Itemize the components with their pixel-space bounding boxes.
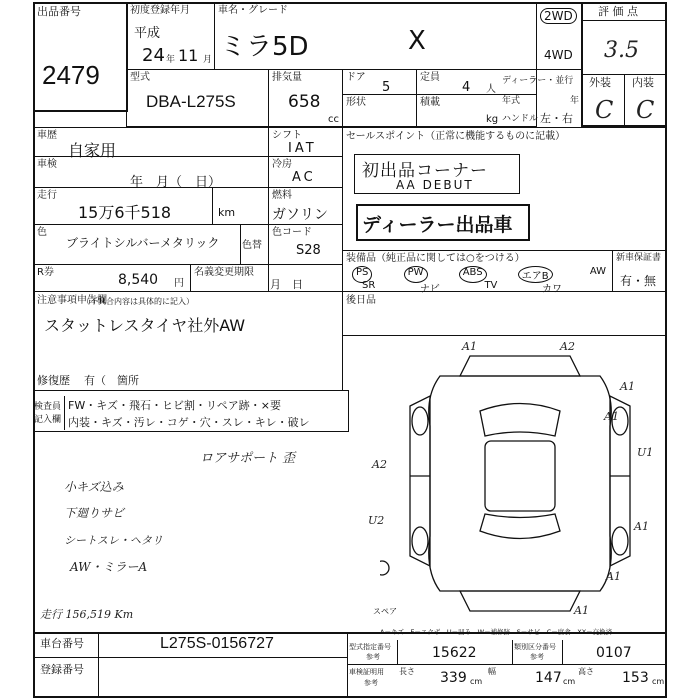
history-value: 自家用: [68, 141, 117, 160]
reg-year: 24: [142, 45, 165, 66]
model-code-label: 型式: [130, 72, 150, 83]
displacement-unit: cc: [328, 114, 339, 125]
footer-mid-line: [33, 657, 347, 658]
equip-abs: ABS: [459, 266, 487, 283]
sales-point-label: セールスポイント（正常に機能するものに記載）: [346, 131, 566, 142]
load-unit: kg: [486, 114, 499, 125]
color-code-label: 色コード: [272, 227, 312, 238]
exterior-score: C: [595, 96, 614, 124]
repair-value: 有（ 箇所: [84, 374, 139, 387]
diagram-spare-tire: [380, 561, 389, 575]
equip-navi: ナビ: [419, 284, 440, 295]
equip-tv: TV: [484, 280, 498, 291]
model-year-label: 年式: [502, 96, 521, 106]
specs-vdivider: [416, 69, 417, 127]
diagram-windshield: [480, 404, 560, 437]
repair-label: 修復歴: [37, 374, 70, 387]
equip-sr: SR: [362, 280, 376, 291]
chassis-label: 車台番号: [40, 637, 84, 650]
aircon-value: AC: [292, 170, 316, 185]
aircon-label: 冷房: [272, 159, 292, 170]
model-name: ミラ5D: [220, 32, 309, 62]
mileage-label: 走行: [37, 190, 57, 201]
reg-label: 登録番号: [40, 663, 84, 676]
damage-mark-2: A2: [560, 340, 575, 353]
model-year-mark: 年: [570, 96, 580, 106]
recolor-label: 色替: [242, 240, 262, 251]
drive-2wd-text: 2WD: [544, 9, 573, 23]
km-divider: [212, 187, 213, 224]
damage-mark-9: A1: [606, 570, 621, 583]
diagram-wheel-rl: [412, 527, 428, 555]
length-unit: cm: [470, 677, 483, 686]
hand-note-3: 下廻りサビ: [64, 506, 125, 520]
inspection-value: 年 月（ 日）: [130, 175, 222, 190]
damage-mark-6: A2: [372, 458, 387, 471]
score-value: 3.5: [604, 38, 639, 63]
damage-mark-7: U2: [368, 514, 385, 527]
interior-label: 内装: [632, 76, 654, 89]
history-label: 車歴: [37, 130, 57, 141]
category-value: 0107: [596, 645, 632, 661]
footer-label-divider: [98, 632, 99, 698]
displacement-label: 排気量: [272, 72, 302, 83]
diagram-wheel-fl: [412, 407, 428, 435]
lot-box: [33, 2, 128, 112]
seats: 4: [462, 80, 471, 95]
interior-score: C: [636, 96, 655, 124]
inspection-label: 車検: [37, 159, 57, 170]
damage-mark-10: A1: [574, 604, 589, 617]
color-code: S28: [296, 243, 321, 258]
reg-month-unit: 月: [203, 55, 213, 65]
shift-label: シフト: [272, 130, 302, 141]
notes-sublabel: （不具合内容は具体的に記入）: [82, 297, 194, 306]
hand-note-1: ロアサポート 歪: [200, 451, 296, 466]
shift-value: IAT: [288, 141, 317, 156]
damage-mark-5: U1: [637, 446, 654, 459]
damage-mark-1: A1: [462, 340, 477, 353]
equip-aw: AW: [589, 266, 606, 277]
diagram-rear-bumper: [460, 591, 580, 611]
damage-mark-8: A1: [634, 520, 649, 533]
diagram-roof: [485, 441, 555, 511]
mileage-value: 15万6千518: [78, 203, 172, 222]
width-unit: cm: [563, 677, 576, 686]
recolor-divider: [240, 224, 241, 264]
equip-pw: PW: [404, 266, 428, 283]
equip-leather: カワ: [541, 284, 562, 295]
specs-divider: [342, 94, 537, 95]
length-value: 339: [440, 670, 467, 686]
category-label: 類別区分番号: [514, 643, 556, 651]
model-code: DBA-L275S: [146, 92, 236, 111]
newcar-divider: [612, 250, 613, 292]
chassis-value: L275S-0156727: [160, 635, 274, 652]
first-reg-label: 初度登録年月: [130, 5, 190, 16]
dims-ref: 参考: [364, 679, 378, 687]
term-label: 名義変更期限: [194, 267, 254, 278]
fuel-value: ガソリン: [272, 207, 328, 223]
hand-note-5: AW・ミラーA: [70, 560, 148, 574]
grade: X: [408, 26, 426, 56]
newcar-label: 新車保証書: [616, 253, 662, 263]
dealer-label: ディーラー・並行: [502, 76, 574, 86]
score-label: 評 価 点: [598, 5, 638, 18]
term-value: 月 日: [270, 278, 303, 291]
width-value: 147: [535, 670, 562, 686]
equipment-label: 装備品（純正品に関しては○をつける）: [346, 253, 525, 264]
recycle-label: R券: [37, 267, 54, 278]
rear-box: [342, 291, 667, 336]
era: 平成: [134, 26, 161, 41]
debut-stamp-sub: AA DEBUT: [396, 178, 474, 192]
displacement: 658: [288, 92, 321, 112]
length-label: 長さ: [399, 667, 415, 676]
designation-ref: 参考: [366, 653, 380, 661]
height-unit: cm: [652, 677, 665, 686]
height-value: 153: [622, 670, 649, 686]
diagram-rear-window: [480, 514, 560, 539]
inspector-divider: [64, 396, 65, 430]
damage-legend: A－キズ E－エクボ U－凹み W－補修跡 S－サビ C－腐食 XX－交換済: [380, 628, 613, 636]
rear-label: 後日品: [346, 295, 376, 306]
exterior-label: 外装: [589, 76, 611, 89]
spare-label: スペア: [373, 607, 397, 616]
reg-year-unit: 年: [166, 55, 176, 65]
reg-month: 11: [178, 46, 199, 65]
footer-right-divider: [347, 632, 348, 698]
damage-mark-4: A1: [604, 410, 619, 423]
lot-number: 2479: [42, 60, 100, 90]
equip-airbag: エアB: [518, 266, 553, 283]
handle-value: 左・右: [540, 112, 573, 125]
newcar-value: 有・無: [620, 274, 657, 288]
inspector-row1: FW・キズ・飛石・ヒビ割・リペア跡・×要: [68, 399, 281, 412]
notes-label: 注意事項申告欄: [37, 295, 107, 306]
name-grade-label: 車名・グレード: [218, 5, 288, 16]
handle-label: ハンドル: [502, 114, 539, 124]
hand-note-4: シートスレ・ヘタリ: [64, 534, 163, 547]
seats-unit: 人: [486, 84, 496, 95]
score-vdivider: [624, 74, 625, 127]
dealer-stamp-text: ディーラー出品車: [362, 214, 513, 236]
notes-text: スタットレスタイヤ社外AW: [44, 316, 246, 335]
mileage-unit: km: [218, 206, 236, 219]
debut-stamp-title: 初出品コーナー: [362, 161, 488, 181]
diagram-body-outline: [429, 376, 612, 591]
equip-ps: PS: [352, 266, 372, 283]
dims-label: 車検証明用: [349, 668, 384, 676]
designation-value: 15622: [432, 645, 477, 661]
hand-note-2: 小キズ込み: [64, 480, 124, 494]
footer-right-v3: [562, 640, 563, 664]
load-label: 積載: [420, 97, 440, 108]
color-label: 色: [37, 227, 47, 238]
diagram-roof-top: [460, 356, 580, 376]
footer-right-mid: [347, 664, 667, 665]
recycle-value: 8,540: [118, 272, 159, 288]
drive-4wd: 4WD: [544, 48, 573, 62]
inspector-row2: 内装・キズ・汚レ・コゲ・穴・スレ・キレ・破レ: [68, 416, 310, 429]
inspector-label-2: 記入欄: [34, 415, 62, 425]
diagram-left-side: [410, 396, 430, 566]
footer-right-v1: [397, 640, 398, 664]
score-divider: [581, 20, 667, 21]
inspector-label-1: 検査員: [34, 402, 62, 412]
hand-note-6: 走行 156,519 Km: [40, 608, 134, 621]
seats-label: 定員: [420, 72, 440, 83]
doors: 5: [382, 80, 391, 95]
width-label: 幅: [488, 667, 496, 676]
diagram-wheel-rr: [612, 527, 628, 555]
doors-label: ドア: [346, 72, 366, 83]
row-line-3: [33, 224, 343, 225]
shape-label: 形状: [346, 97, 366, 108]
color-value: ブライトシルバーメタリック: [66, 236, 220, 250]
footer-right-v2: [512, 640, 513, 664]
designation-label: 型式指定番号: [349, 643, 391, 651]
fuel-label: 燃料: [272, 190, 292, 201]
category-ref: 参考: [530, 653, 544, 661]
height-label: 高さ: [578, 667, 594, 676]
recycle-unit: 円: [174, 278, 184, 289]
damage-mark-3: A1: [620, 380, 635, 393]
lot-label: 出品番号: [37, 5, 81, 18]
drive-2wd: [540, 8, 577, 24]
